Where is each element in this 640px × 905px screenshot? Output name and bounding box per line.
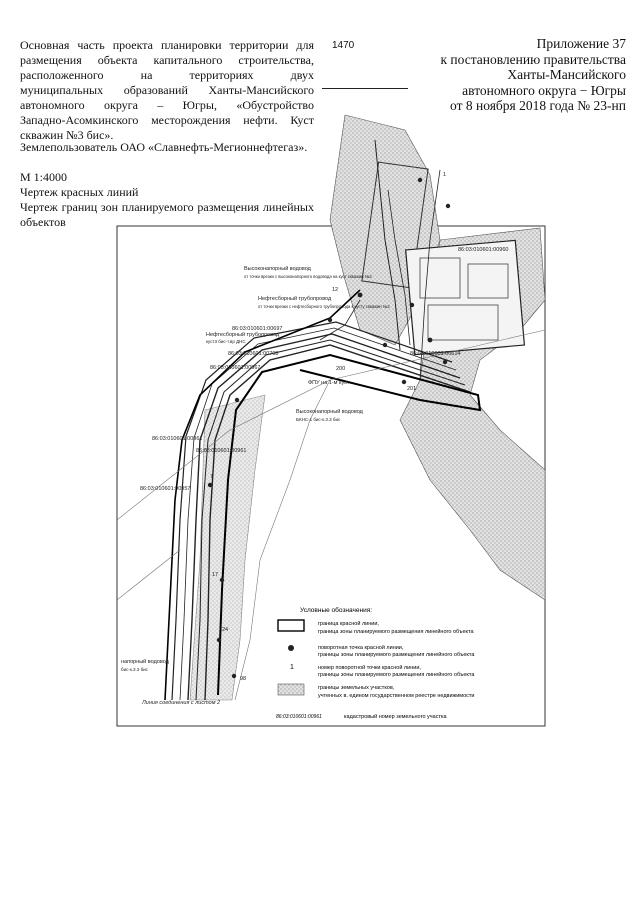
appendix-line-4: автономного округа − Югры: [462, 82, 626, 98]
label-oilpipe-1: Нефтесборный трубопровод: [258, 296, 332, 302]
description-line-7: скважин №3 бис».: [20, 128, 114, 142]
description-line-2: размещения объекта капитального строительства,: [20, 53, 314, 67]
description-line-1: Основная часть проекта планировки территории для: [20, 38, 314, 52]
point-98: 98: [240, 676, 247, 682]
page-number: 1470: [332, 40, 355, 51]
label-waterline-sub: от точки врезки с высоконапорного водовода на куст скважин №3: [244, 274, 372, 279]
label-high-pressure: Высоконапорный водовод: [296, 409, 363, 415]
description-line-6: Западно-Асомкинского месторождения нефти. Куст: [20, 113, 314, 127]
scale-label: М 1:4000: [20, 170, 68, 184]
appendix-line-3: Ханты-Мансийского: [507, 67, 626, 82]
point-7: 7: [210, 474, 214, 480]
legend: [276, 606, 475, 720]
point-201: 201: [407, 386, 417, 392]
parcel-label-00957: 86:03:010601:00957: [140, 486, 191, 492]
point-17: 17: [212, 572, 219, 578]
legend-title: Условные обозначения:: [300, 607, 373, 614]
legend-swatch-turning-point: [288, 645, 294, 651]
appendix-title: Приложение 37: [536, 36, 626, 51]
description-line-5: автономного округа – Югры, «Обустройство: [20, 98, 314, 112]
description-line-3: расположенного на территориях двух: [20, 68, 314, 82]
label-connection: Линия соединения с листом 2: [142, 700, 221, 706]
drawing-title-zones: Чертеж границ зон планируемого размещения линейных объектов: [20, 200, 314, 229]
appendix-line-2: к постановлению правительства: [440, 51, 626, 67]
legend-item-4: границы земельных участков,: [318, 685, 395, 691]
parcel-label-00961: 86:03:010601:00961: [152, 436, 203, 442]
label-oilpipe-2: Нефтесборный трубопровод: [206, 332, 280, 338]
description-line-4: муниципальных образований Ханты-Мансийского: [20, 83, 314, 97]
legend-swatch-number: 1: [290, 664, 294, 671]
point-1: 1: [443, 172, 447, 178]
legend-item-3b: границы зоны планируемого размещения линейного объекта: [318, 672, 475, 678]
legend-item-3: номер поворотной точки красной линии,: [318, 665, 421, 671]
label-water-left-sub: бис-к.3.3 бис: [121, 667, 148, 672]
legend-swatch-red-line: [278, 620, 304, 631]
label-flare: ФПУ на 1-м куст: [308, 380, 350, 386]
well-pad: [406, 240, 525, 354]
legend-item-1: граница красной линии,: [318, 621, 379, 627]
legend-item-1b: граница зоны планируемого размещения линейного объекта: [318, 629, 474, 635]
label-oilpipe-1-sub: от точки врезки с нефтесборного трубопровода к кусту скважин №3: [258, 304, 390, 309]
point-24: 24: [222, 627, 229, 633]
appendix-line-5: от 8 ноября 2018 года № 23-нп: [450, 98, 626, 113]
parcel-label-00614: 86:03:010601:00614: [410, 351, 461, 357]
parcel-label-00697: 86:03:010601:00697: [232, 326, 283, 332]
drawing-title-red-lines: Чертеж красных линий: [20, 185, 139, 199]
label-waterline: Высоконапорный водовод: [244, 266, 311, 272]
parcel-label-00960: 86:03:010601:00960: [458, 247, 509, 253]
legend-cadastral-code: 86:03:010601:00961: [276, 714, 322, 720]
land-user: Землепользователь ОАО «Славнефть-Мегионнефтегаз».: [20, 140, 308, 154]
legend-item-2: поворотная точка красной линии,: [318, 645, 404, 651]
point-200: 200: [336, 366, 346, 372]
legend-item-4b: учтенных в. едином государственном реестре недвижимости: [318, 693, 475, 699]
label-water-left: напорный водовод: [121, 659, 169, 665]
parcel-label-00967: 86:03:010601:00967: [210, 365, 261, 371]
label-high-pressure-sub: БКНС-1 бис-к.3.3 бис: [296, 417, 341, 422]
legend-swatch-parcels: [278, 684, 304, 695]
legend-item-5: кадастровый номер земельного участка: [344, 714, 447, 720]
parcel-label-00708: 86:03:010601:00708: [228, 351, 279, 357]
point-12: 12: [332, 287, 339, 293]
label-oilpipe-2-sub: куст3 бис-т.вр ДНС: [206, 339, 246, 344]
parcel-label-00961-b: 86:03:010601:00961: [196, 448, 247, 454]
legend-item-2b: границы зоны планируемого размещения линейного объекта: [318, 652, 475, 658]
